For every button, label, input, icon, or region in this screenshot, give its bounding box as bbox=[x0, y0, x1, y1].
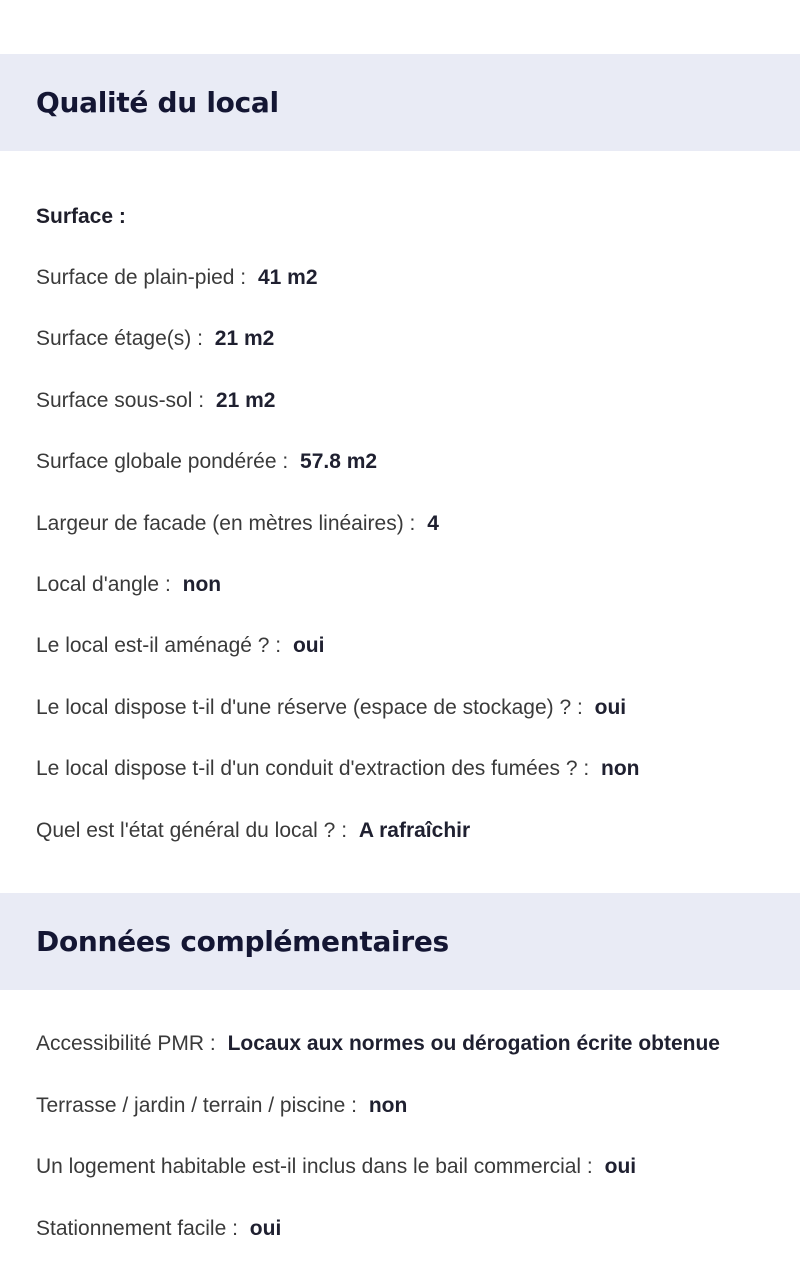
info-label: Un logement habitable est-il inclus dans le bail commercial : bbox=[36, 1155, 593, 1178]
info-value: 41 m2 bbox=[257, 266, 318, 289]
info-value: 21 m2 bbox=[215, 389, 276, 412]
info-row-largeur-facade bbox=[36, 509, 439, 539]
section-header-qualite bbox=[0, 54, 800, 151]
surface-heading: Surface : bbox=[36, 205, 126, 228]
info-row-surface-etages bbox=[36, 324, 274, 354]
info-label: Surface globale pondérée : bbox=[36, 450, 289, 473]
info-row-etat-general bbox=[36, 816, 470, 846]
info-row-logement-habitable bbox=[36, 1152, 636, 1182]
info-label: Surface étage(s) : bbox=[36, 327, 203, 350]
info-label: Stationnement facile : bbox=[36, 1217, 238, 1240]
info-label: Le local dispose t-il d'une réserve (espace de stockage) ? : bbox=[36, 696, 583, 719]
section-title-qualite: Qualité du local bbox=[36, 86, 279, 119]
section-header-donnees bbox=[0, 893, 800, 990]
info-row-terrasse bbox=[36, 1091, 407, 1121]
info-value: 21 m2 bbox=[214, 327, 275, 350]
info-value: non bbox=[368, 1094, 408, 1117]
info-label: Le local est-il aménagé ? : bbox=[36, 634, 282, 657]
info-label: Terrasse / jardin / terrain / piscine : bbox=[36, 1094, 357, 1117]
info-value: Locaux aux normes ou dérogation écrite obtenue bbox=[227, 1032, 720, 1055]
info-row-local-amenage bbox=[36, 631, 324, 661]
info-label: Accessibilité PMR : bbox=[36, 1032, 216, 1055]
info-value: 4 bbox=[427, 512, 439, 535]
info-row-reserve bbox=[36, 693, 626, 723]
info-row-accessibilite-pmr bbox=[36, 1029, 720, 1059]
info-value: oui bbox=[249, 1217, 282, 1240]
info-value: 57.8 m2 bbox=[300, 450, 378, 473]
info-value: non bbox=[182, 573, 222, 596]
info-row-surface-plain-pied bbox=[36, 263, 318, 293]
info-label: Le local dispose t-il d'un conduit d'extraction des fumées ? : bbox=[36, 757, 590, 780]
info-value: oui bbox=[604, 1155, 637, 1178]
info-value: oui bbox=[594, 696, 627, 719]
info-value: A rafraîchir bbox=[358, 819, 471, 842]
info-label: Surface sous-sol : bbox=[36, 389, 205, 412]
info-value: oui bbox=[292, 634, 325, 657]
info-value: non bbox=[601, 757, 640, 780]
info-label: Quel est l'état général du local ? : bbox=[36, 819, 348, 842]
info-label: Local d'angle : bbox=[36, 573, 171, 596]
info-row-conduit-extraction bbox=[36, 754, 640, 784]
section-title-donnees: Données complémentaires bbox=[36, 925, 449, 958]
info-label: Surface de plain-pied : bbox=[36, 266, 247, 289]
info-row-surface-globale bbox=[36, 447, 377, 477]
info-row-stationnement bbox=[36, 1214, 281, 1244]
info-row-local-angle bbox=[36, 570, 221, 600]
info-label: Largeur de facade (en mètres linéaires) : bbox=[36, 512, 416, 535]
info-row-surface-sous-sol bbox=[36, 386, 275, 416]
